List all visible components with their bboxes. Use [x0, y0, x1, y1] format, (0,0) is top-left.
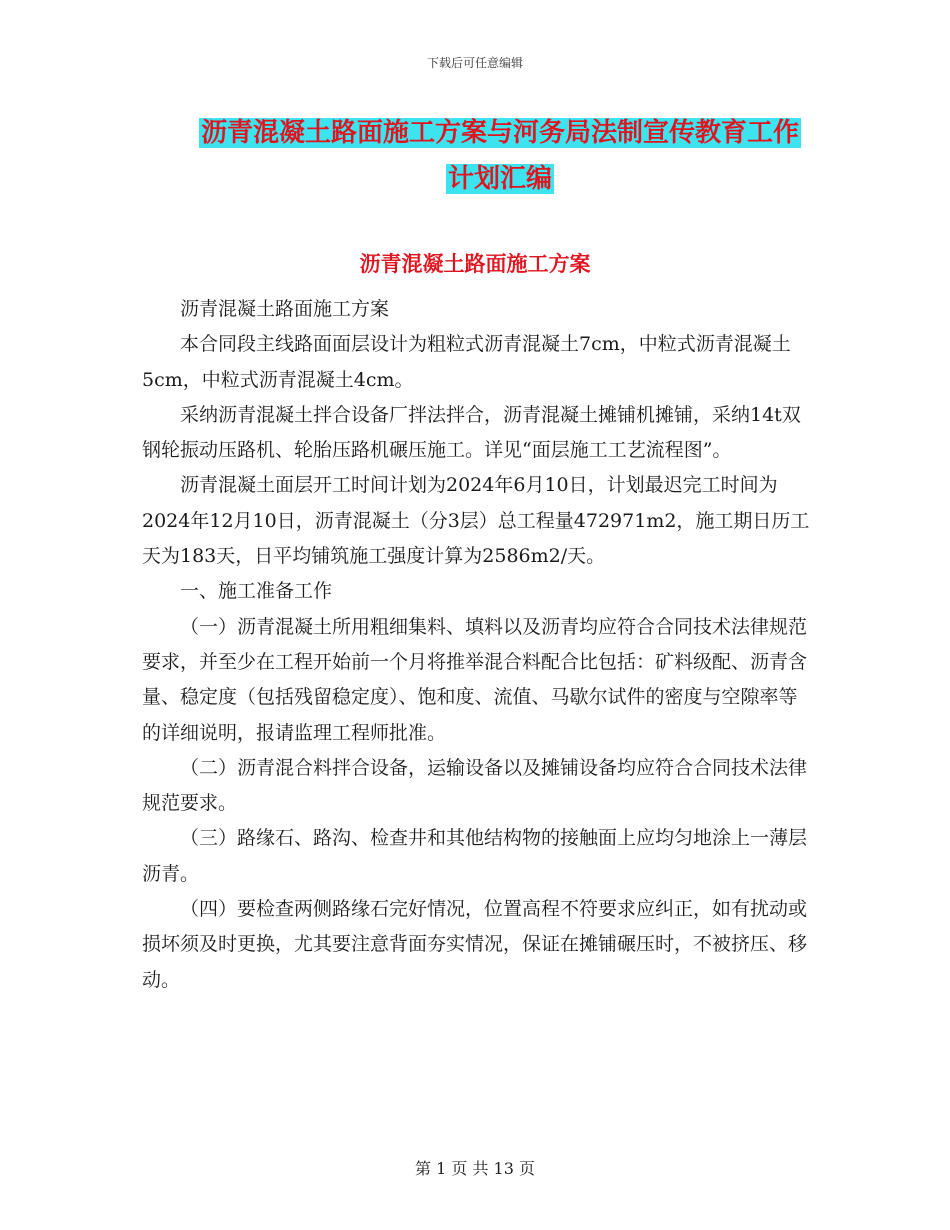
document-title-line-1: 沥青混凝土路面施工方案与河务局法制宣传教育工作 — [200, 118, 799, 148]
page-footer: 第 1 页 共 13 页 — [415, 1159, 535, 1178]
paragraph: 本合同段主线路面面层设计为粗粒式沥青混凝土7cm，中粒式沥青混凝土5cm，中粒式沥青混凝土4cm。 — [142, 333, 791, 391]
document-body — [142, 292, 814, 998]
header-note: 下载后可任意编辑 — [426, 56, 523, 70]
document-title-line-2: 计划汇编 — [447, 164, 552, 194]
document-title — [140, 110, 860, 202]
paragraph: 沥青混凝土路面施工方案 — [180, 298, 390, 320]
section-title: 沥青混凝土路面施工方案 — [359, 251, 591, 276]
paragraph: （二）沥青混合料拌合设备，运输设备以及摊铺设备均应符合合同技术法律规范要求。 — [142, 756, 808, 815]
paragraph: 一、施工准备工作 — [180, 580, 333, 603]
paragraph: 沥青混凝土面层开工时间计划为2024年6月10日，计划最迟完工时间为2024年12月10日，沥青混凝土（分3层）总工程量472971m2，施工期日历工天为183天，日平均铺筑施工强度计算为2586m2/天。 — [142, 474, 810, 568]
paragraph: 采纳沥青混凝土拌合设备厂拌法拌合，沥青混凝土摊铺机摊铺，采纳14t双钢轮振动压路机、轮胎压路机碾压施工。详见“面层施工工艺流程图”。 — [142, 403, 801, 462]
paragraph: （一）沥青混凝土所用粗细集料、填料以及沥青均应符合合同技术法律规范要求，并至少在工程开始前一个月将推举混合料配合比包括：矿料级配、沥青含量、稳定度（包括残留稳定度）、饱和度、流值、马歇尔试件的密度与空隙率等的详细说明，报请监理工程师批准。 — [142, 615, 808, 744]
paragraph: （三）路缘石、路沟、检查井和其他结构物的接触面上应均匀地涂上一薄层沥青。 — [142, 827, 808, 885]
paragraph: （四）要检查两侧路缘石完好情况，位置高程不符要求应纠正，如有扰动或损坏须及时更换，尤其要注意背面夯实情况，保证在摊铺碾压时，不被挤压、移动。 — [142, 898, 808, 991]
